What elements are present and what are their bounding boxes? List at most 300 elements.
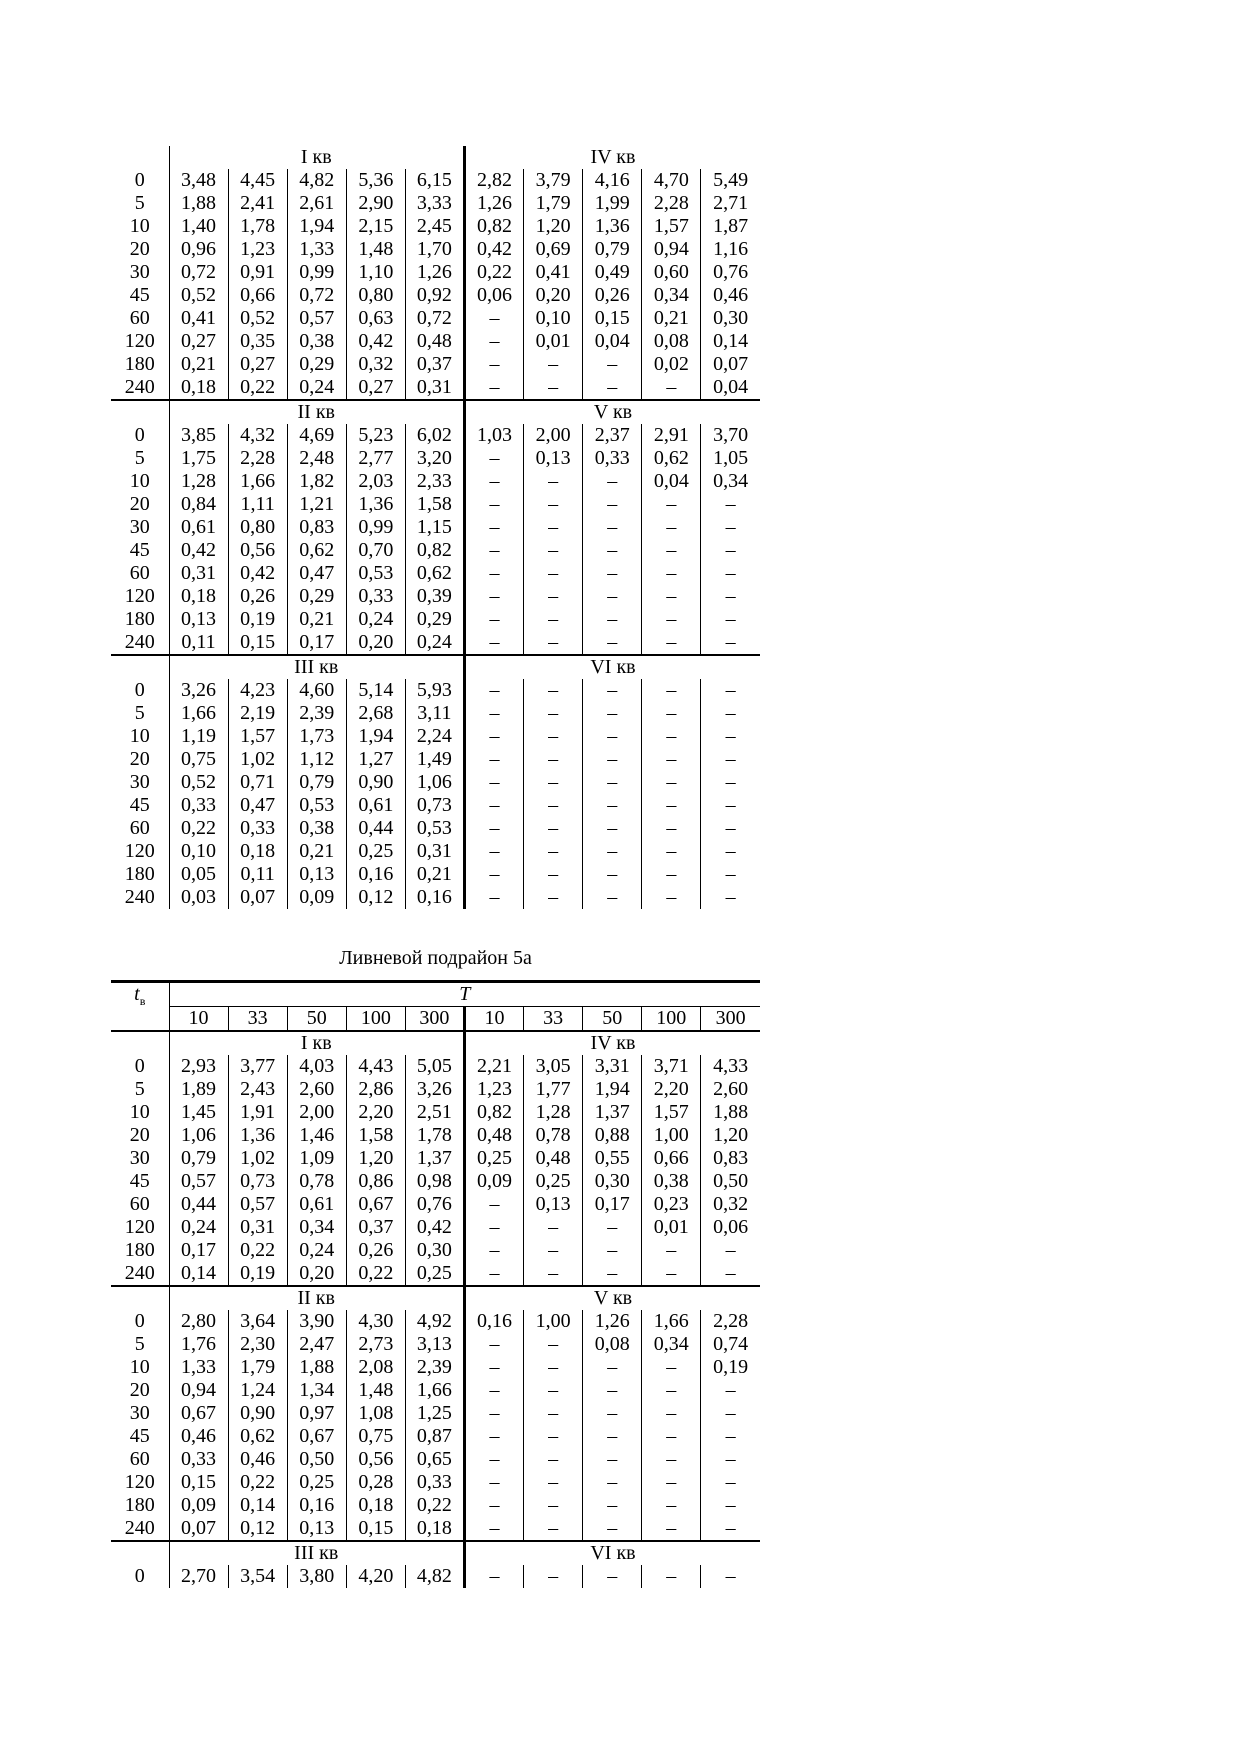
value-cell: –	[464, 748, 523, 771]
value-cell: 0,61	[169, 516, 228, 539]
header-row-years	[111, 1007, 760, 1032]
duration-cell: 45	[129, 284, 150, 306]
value-cell: –	[642, 1402, 701, 1425]
value-cell: 0,67	[169, 1402, 228, 1425]
value-cell: 1,58	[346, 1124, 405, 1147]
table-row	[111, 562, 760, 585]
value-cell: –	[464, 353, 523, 376]
quarter-header-row	[111, 1541, 760, 1565]
value-cell: 3,71	[642, 1055, 701, 1078]
value-cell: 1,05	[701, 447, 760, 470]
value-cell: 2,48	[287, 447, 346, 470]
quarter-header-row	[111, 1031, 760, 1055]
value-cell: 1,78	[405, 1124, 464, 1147]
value-cell: 0,49	[583, 261, 642, 284]
value-cell: 0,13	[524, 1193, 583, 1216]
value-cell: –	[524, 608, 583, 631]
value-cell: 0,15	[346, 1517, 405, 1541]
value-cell: 0,21	[405, 863, 464, 886]
value-cell: –	[464, 447, 523, 470]
value-cell: 1,12	[287, 748, 346, 771]
value-cell: 0,79	[287, 771, 346, 794]
value-cell: 1,06	[169, 1124, 228, 1147]
value-cell: –	[583, 679, 642, 702]
table-row	[111, 585, 760, 608]
value-cell: –	[642, 679, 701, 702]
table-row	[111, 1494, 760, 1517]
value-cell: 0,50	[701, 1170, 760, 1193]
value-cell: 3,80	[287, 1565, 346, 1588]
runoff-table-upper	[111, 146, 760, 909]
value-cell: 0,67	[346, 1193, 405, 1216]
value-cell: –	[464, 1565, 523, 1588]
value-cell: 0,26	[583, 284, 642, 307]
value-cell: 0,42	[464, 238, 523, 261]
value-cell: 0,27	[346, 376, 405, 400]
value-cell: –	[642, 725, 701, 748]
value-cell: 2,30	[228, 1333, 287, 1356]
value-cell: 1,89	[169, 1078, 228, 1101]
table-row	[111, 470, 760, 493]
value-cell: –	[642, 840, 701, 863]
value-cell: –	[464, 493, 523, 516]
table-row	[111, 1448, 760, 1471]
value-cell: –	[464, 1193, 523, 1216]
table-row	[111, 1333, 760, 1356]
value-cell: –	[642, 748, 701, 771]
value-cell: –	[701, 840, 760, 863]
value-cell: 0,18	[346, 1494, 405, 1517]
value-cell: 1,37	[583, 1101, 642, 1124]
value-cell: –	[583, 1448, 642, 1471]
value-cell: –	[524, 886, 583, 909]
value-cell: –	[464, 886, 523, 909]
value-cell: 2,71	[701, 192, 760, 215]
table-row	[111, 794, 760, 817]
value-cell: –	[701, 702, 760, 725]
value-cell: –	[524, 771, 583, 794]
value-cell: 0,32	[701, 1193, 760, 1216]
value-cell: –	[583, 1517, 642, 1541]
duration-cell: 60	[129, 562, 150, 584]
value-cell: 0,33	[583, 447, 642, 470]
value-cell: 1,33	[287, 238, 346, 261]
value-cell: 3,26	[405, 1078, 464, 1101]
value-cell: 0,22	[464, 261, 523, 284]
value-cell: 2,60	[287, 1078, 346, 1101]
value-cell: 1,27	[346, 748, 405, 771]
value-cell: 1,66	[228, 470, 287, 493]
value-cell: 0,44	[346, 817, 405, 840]
value-cell: 0,30	[405, 1239, 464, 1262]
value-cell: –	[583, 794, 642, 817]
value-cell: 1,77	[524, 1078, 583, 1101]
value-cell: 0,44	[169, 1193, 228, 1216]
table-row	[111, 1124, 760, 1147]
value-cell: 2,91	[642, 424, 701, 447]
table-row	[111, 1216, 760, 1239]
value-cell: 1,25	[405, 1402, 464, 1425]
value-cell: 4,16	[583, 169, 642, 192]
value-cell: –	[583, 1494, 642, 1517]
value-cell: 1,94	[583, 1078, 642, 1101]
value-cell: –	[583, 1471, 642, 1494]
table-row	[111, 725, 760, 748]
table-row	[111, 192, 760, 215]
value-cell: 1,28	[169, 470, 228, 493]
value-cell: 0,71	[228, 771, 287, 794]
value-cell: 1,08	[346, 1402, 405, 1425]
duration-cell: 0	[134, 169, 145, 191]
value-cell: 3,05	[524, 1055, 583, 1078]
value-cell: 0,57	[169, 1170, 228, 1193]
value-cell: –	[701, 631, 760, 655]
table-row	[111, 1471, 760, 1494]
quarter-label-left: I кв	[169, 1031, 464, 1055]
value-cell: –	[583, 840, 642, 863]
value-cell: 0,17	[287, 631, 346, 655]
table-row	[111, 238, 760, 261]
value-cell: 2,24	[405, 725, 464, 748]
column-header-period: 10	[464, 1007, 523, 1032]
value-cell: 1,82	[287, 470, 346, 493]
value-cell: 0,16	[464, 1310, 523, 1333]
value-cell: 1,99	[583, 192, 642, 215]
table-body	[111, 1031, 760, 1588]
value-cell: 0,08	[642, 330, 701, 353]
value-cell: 0,11	[228, 863, 287, 886]
value-cell: 0,02	[642, 353, 701, 376]
quarter-header-row	[111, 655, 760, 679]
value-cell: 0,26	[346, 1239, 405, 1262]
table-row	[111, 1356, 760, 1379]
value-cell: –	[642, 817, 701, 840]
value-cell: 0,57	[287, 307, 346, 330]
value-cell: 1,46	[287, 1124, 346, 1147]
value-cell: –	[524, 1517, 583, 1541]
value-cell: 0,42	[228, 562, 287, 585]
value-cell: 5,36	[346, 169, 405, 192]
value-cell: –	[524, 679, 583, 702]
duration-cell: 10	[129, 1356, 150, 1378]
value-cell: –	[464, 516, 523, 539]
value-cell: 0,09	[169, 1494, 228, 1517]
value-cell: 3,31	[583, 1055, 642, 1078]
value-cell: 0,73	[228, 1170, 287, 1193]
value-cell: –	[583, 1402, 642, 1425]
value-cell: –	[583, 585, 642, 608]
value-cell: 0,13	[287, 863, 346, 886]
value-cell: 0,33	[405, 1471, 464, 1494]
value-cell: 0,31	[169, 562, 228, 585]
value-cell: 0,33	[228, 817, 287, 840]
value-cell: –	[524, 1494, 583, 1517]
value-cell: 0,07	[701, 353, 760, 376]
value-cell: 2,28	[701, 1310, 760, 1333]
value-cell: –	[642, 585, 701, 608]
value-cell: 1,37	[405, 1147, 464, 1170]
value-cell: 0,48	[524, 1147, 583, 1170]
value-cell: 0,18	[169, 376, 228, 400]
quarter-header-row	[111, 146, 760, 169]
value-cell: –	[524, 1379, 583, 1402]
value-cell: 0,72	[169, 261, 228, 284]
value-cell: 4,60	[287, 679, 346, 702]
value-cell: 0,83	[701, 1147, 760, 1170]
value-cell: –	[583, 725, 642, 748]
value-cell: 0,10	[524, 307, 583, 330]
duration-cell: 240	[124, 886, 155, 908]
table-row	[111, 771, 760, 794]
value-cell: 0,04	[701, 376, 760, 400]
value-cell: 1,23	[464, 1078, 523, 1101]
value-cell: –	[642, 794, 701, 817]
value-cell: 4,82	[405, 1565, 464, 1588]
value-cell: –	[464, 840, 523, 863]
table-row	[111, 1402, 760, 1425]
value-cell: –	[464, 539, 523, 562]
value-cell: –	[642, 539, 701, 562]
value-cell: 1,02	[228, 748, 287, 771]
value-cell: 0,41	[169, 307, 228, 330]
value-cell: 0,94	[169, 1379, 228, 1402]
value-cell: –	[464, 562, 523, 585]
value-cell: –	[701, 1262, 760, 1286]
table-row	[111, 1170, 760, 1193]
value-cell: 3,33	[405, 192, 464, 215]
value-cell: 3,90	[287, 1310, 346, 1333]
value-cell: 5,93	[405, 679, 464, 702]
value-cell: 1,20	[701, 1124, 760, 1147]
quarter-header-row	[111, 400, 760, 424]
value-cell: 0,13	[169, 608, 228, 631]
value-cell: 4,32	[228, 424, 287, 447]
quarter-label-left: III кв	[169, 655, 464, 679]
value-cell: –	[524, 493, 583, 516]
value-cell: 2,61	[287, 192, 346, 215]
value-cell: 1,94	[287, 215, 346, 238]
value-cell: 4,20	[346, 1565, 405, 1588]
value-cell: –	[583, 539, 642, 562]
value-cell: –	[464, 1262, 523, 1286]
duration-cell: 120	[124, 1216, 155, 1238]
value-cell: –	[583, 817, 642, 840]
value-cell: 0,83	[287, 516, 346, 539]
table-row	[111, 1193, 760, 1216]
table-row	[111, 631, 760, 655]
table-row	[111, 1517, 760, 1541]
value-cell: 2,28	[228, 447, 287, 470]
value-cell: 0,52	[228, 307, 287, 330]
value-cell: 0,82	[464, 1101, 523, 1124]
value-cell: 0,39	[405, 585, 464, 608]
value-cell: 0,48	[405, 330, 464, 353]
table-row	[111, 840, 760, 863]
value-cell: 0,07	[169, 1517, 228, 1541]
value-cell: 0,38	[287, 330, 346, 353]
value-cell: 1,16	[701, 238, 760, 261]
value-cell: 0,06	[701, 1216, 760, 1239]
value-cell: 0,19	[228, 1262, 287, 1286]
value-cell: –	[524, 376, 583, 400]
value-cell: –	[642, 516, 701, 539]
value-cell: 1,57	[228, 725, 287, 748]
value-cell: 0,62	[287, 539, 346, 562]
value-cell: –	[464, 585, 523, 608]
value-cell: 1,34	[287, 1379, 346, 1402]
duration-cell: 240	[124, 1262, 155, 1284]
value-cell: 2,68	[346, 702, 405, 725]
value-cell: –	[701, 886, 760, 909]
value-cell: 0,19	[228, 608, 287, 631]
value-cell: 0,24	[169, 1216, 228, 1239]
value-cell: 1,94	[346, 725, 405, 748]
value-cell: –	[583, 376, 642, 400]
value-cell: 0,21	[287, 608, 346, 631]
value-cell: –	[524, 1356, 583, 1379]
value-cell: 4,03	[287, 1055, 346, 1078]
value-cell: –	[524, 1333, 583, 1356]
value-cell: –	[464, 631, 523, 655]
table-caption: Ливневой подрайон 5а	[339, 947, 532, 969]
value-cell: 0,16	[346, 863, 405, 886]
value-cell: –	[464, 1239, 523, 1262]
value-cell: 0,08	[583, 1333, 642, 1356]
value-cell: 1,36	[583, 215, 642, 238]
value-cell: 0,18	[228, 840, 287, 863]
value-cell: 3,77	[228, 1055, 287, 1078]
duration-cell: 10	[129, 725, 150, 747]
value-cell: 2,28	[642, 192, 701, 215]
duration-cell: 0	[134, 679, 145, 701]
duration-cell: 240	[124, 1517, 155, 1539]
value-cell: 3,85	[169, 424, 228, 447]
value-cell: 0,66	[642, 1147, 701, 1170]
value-cell: 3,48	[169, 169, 228, 192]
value-cell: 0,87	[405, 1425, 464, 1448]
value-cell: 4,92	[405, 1310, 464, 1333]
duration-cell: 30	[129, 516, 150, 538]
value-cell: 0,22	[228, 1471, 287, 1494]
value-cell: –	[701, 1425, 760, 1448]
duration-cell: 240	[124, 631, 155, 653]
value-cell: 2,08	[346, 1356, 405, 1379]
value-cell: –	[464, 771, 523, 794]
value-cell: 1,15	[405, 516, 464, 539]
value-cell: 0,31	[228, 1216, 287, 1239]
value-cell: 0,80	[346, 284, 405, 307]
value-cell: 0,42	[346, 330, 405, 353]
duration-cell: 180	[124, 353, 155, 375]
value-cell: 1,75	[169, 447, 228, 470]
value-cell: 1,78	[228, 215, 287, 238]
value-cell: –	[701, 1494, 760, 1517]
value-cell: 1,36	[228, 1124, 287, 1147]
value-cell: 0,23	[642, 1193, 701, 1216]
column-header-duration	[111, 982, 169, 1032]
value-cell: –	[583, 863, 642, 886]
column-header-period: 33	[228, 1007, 287, 1032]
value-cell: –	[701, 863, 760, 886]
value-cell: 0,74	[701, 1333, 760, 1356]
value-cell: 0,33	[346, 585, 405, 608]
table-row	[111, 284, 760, 307]
value-cell: 0,69	[524, 238, 583, 261]
value-cell: 0,20	[524, 284, 583, 307]
value-cell: –	[583, 1565, 642, 1588]
value-cell: 1,20	[524, 215, 583, 238]
value-cell: –	[642, 562, 701, 585]
value-cell: –	[642, 863, 701, 886]
value-cell: 2,47	[287, 1333, 346, 1356]
value-cell: 1,49	[405, 748, 464, 771]
table-row	[111, 679, 760, 702]
value-cell: –	[701, 539, 760, 562]
value-cell: –	[642, 702, 701, 725]
value-cell: 4,30	[346, 1310, 405, 1333]
value-cell: –	[583, 702, 642, 725]
value-cell: 0,17	[583, 1193, 642, 1216]
value-cell: –	[642, 1448, 701, 1471]
value-cell: –	[701, 562, 760, 585]
value-cell: 2,03	[346, 470, 405, 493]
duration-cell: 180	[124, 1239, 155, 1261]
value-cell: 0,21	[287, 840, 346, 863]
value-cell: 0,90	[228, 1402, 287, 1425]
value-cell: 0,37	[405, 353, 464, 376]
value-cell: 1,58	[405, 493, 464, 516]
value-cell: –	[583, 1239, 642, 1262]
value-cell: 0,62	[642, 447, 701, 470]
value-cell: 1,03	[464, 424, 523, 447]
value-cell: –	[464, 1402, 523, 1425]
blank-cell	[111, 1286, 169, 1310]
value-cell: 2,60	[701, 1078, 760, 1101]
table-row	[111, 1055, 760, 1078]
duration-cell: 60	[129, 1193, 150, 1215]
value-cell: –	[524, 1448, 583, 1471]
value-cell: –	[701, 794, 760, 817]
value-cell: 2,80	[169, 1310, 228, 1333]
value-cell: –	[464, 1333, 523, 1356]
value-cell: 0,34	[642, 284, 701, 307]
value-cell: 1,36	[346, 493, 405, 516]
value-cell: –	[701, 748, 760, 771]
value-cell: 0,47	[287, 562, 346, 585]
value-cell: 3,13	[405, 1333, 464, 1356]
value-cell: 0,82	[464, 215, 523, 238]
column-header-return-period: T	[169, 982, 760, 1007]
value-cell: –	[524, 1425, 583, 1448]
value-cell: 0,20	[287, 1262, 346, 1286]
blank-cell	[111, 655, 169, 679]
value-cell: 0,12	[346, 886, 405, 909]
value-cell: 0,38	[642, 1170, 701, 1193]
duration-cell: 20	[129, 493, 150, 515]
table-row	[111, 424, 760, 447]
table-row	[111, 169, 760, 192]
value-cell: 2,00	[287, 1101, 346, 1124]
duration-cell: 30	[129, 1147, 150, 1169]
duration-cell: 20	[129, 1124, 150, 1146]
duration-cell: 120	[124, 330, 155, 352]
value-cell: 2,73	[346, 1333, 405, 1356]
duration-cell: 20	[129, 238, 150, 260]
value-cell: 0,31	[405, 376, 464, 400]
value-cell: 0,12	[228, 1517, 287, 1541]
duration-cell: 45	[129, 539, 150, 561]
duration-cell: 45	[129, 794, 150, 816]
